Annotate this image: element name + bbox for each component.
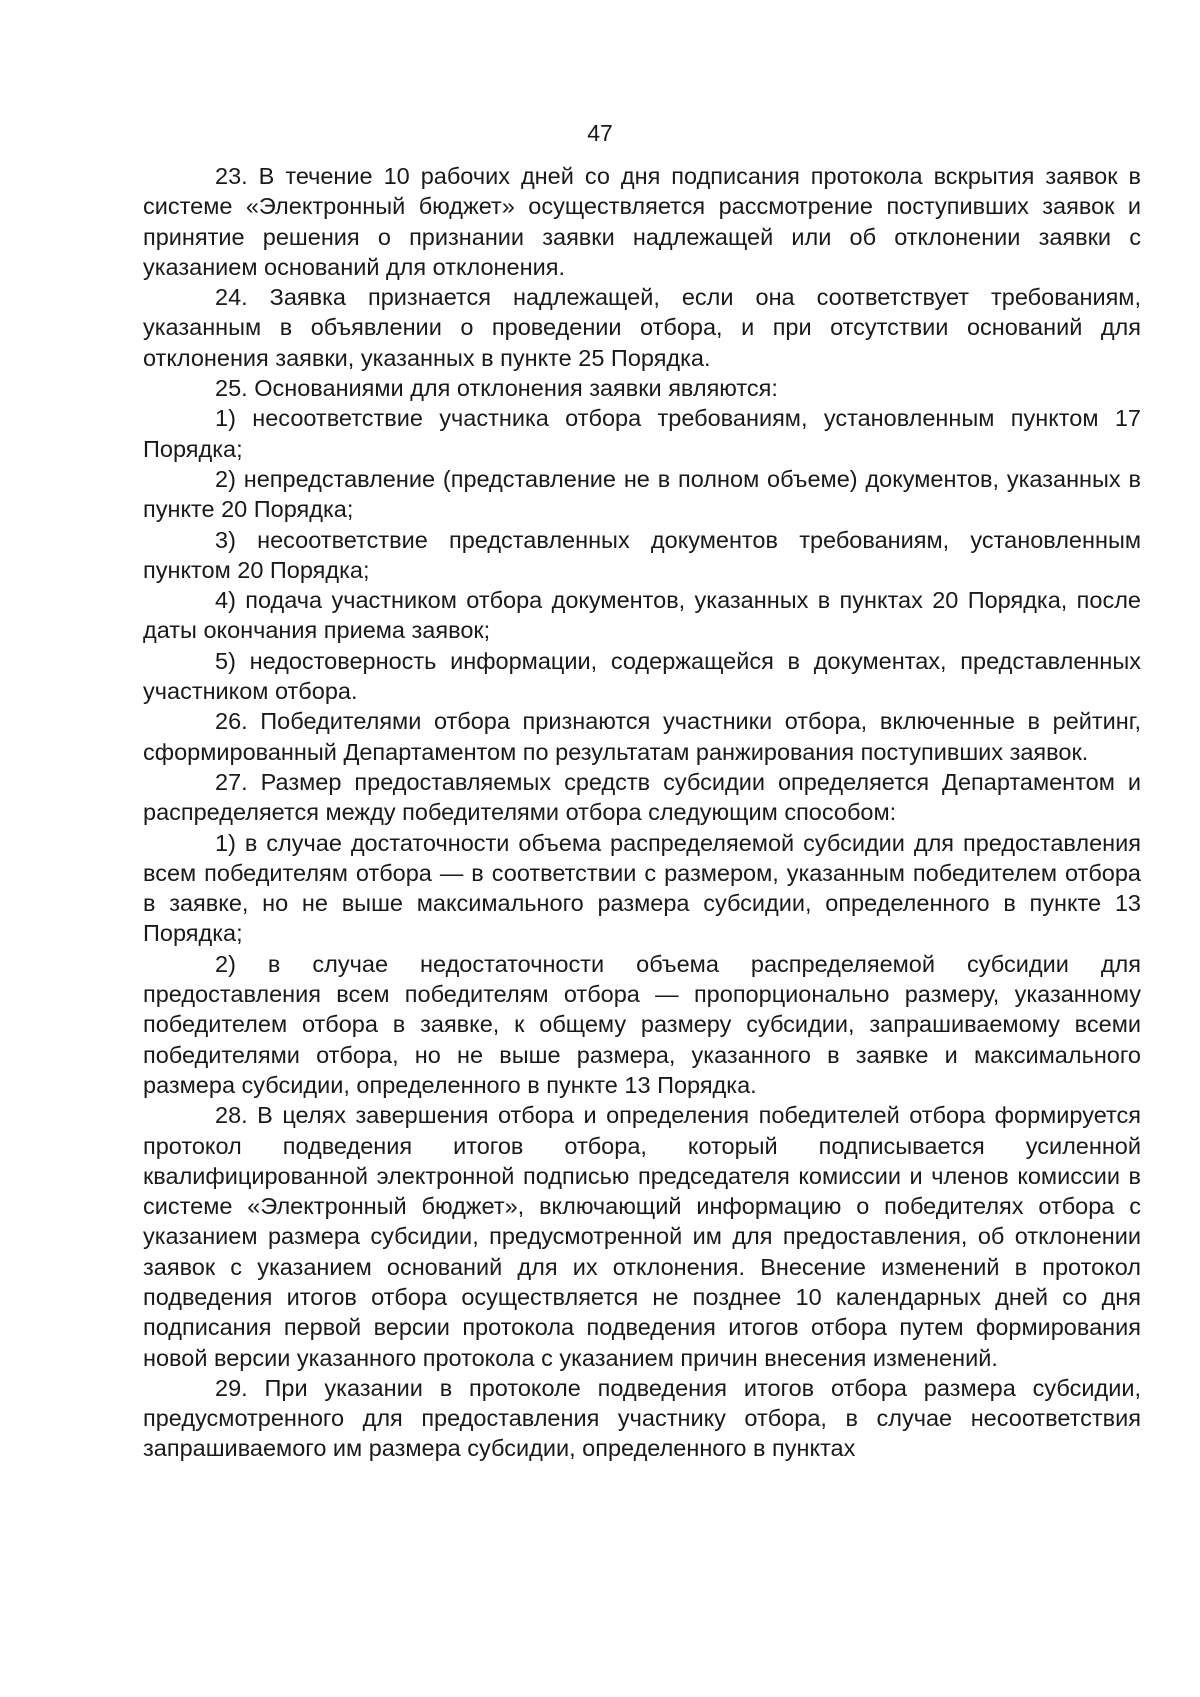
paragraph-23: 23. В течение 10 рабочих дней со дня подписания протокола вскрытия заявок в системе «Электронный бюджет» осуществляется рассмотрение поступивших заявок и принятие решения о признании заявки надлежащей или об отклонении заявки с указанием оснований для отклонения. — [143, 163, 1141, 280]
paragraph-27-item-1: 1) в случае достаточности объема распределяемой субсидии для предоставления всем победителям отбора — в соответствии с размером, указанным победителем отбора в заявке, но не выше максимального размера субсидии, определенного в пункте 13 Порядка; — [143, 829, 1141, 947]
paragraph-24: 24. Заявка признается надлежащей, если она соответствует требованиям, указанным в объявлении о проведении отбора, и при отсутствии оснований для отклонения заявки, указанных в пункте 25 Порядка. — [143, 284, 1141, 371]
paragraph-26: 26. Победителями отбора признаются участники отбора, включенные в рейтинг, сформированный Департаментом по результатам ранжирования поступивших заявок. — [143, 708, 1141, 765]
paragraph-25: 25. Основаниями для отклонения заявки являются: — [215, 375, 778, 402]
paragraph-25-item-2: 2) непредставление (представление не в полном объеме) документов, указанных в пункте 20 Порядка; — [143, 465, 1141, 523]
page-number: 47 — [587, 120, 613, 146]
document-body — [143, 161, 1141, 1464]
paragraph-27-item-2: 2) в случае недостаточности объема распределяемой субсидии для предоставления всем победителям отбора — пропорционально размеру, указанному победителем отбора в заявке, к общему размеру субсидии, запрашиваемому всеми победителями отбора, но не выше размера, указанного в заявке и максимального размера субсидии, определенного в пункте 13 Порядка. — [143, 950, 1141, 1098]
paragraph-29: 29. При указании в протоколе подведения итогов отбора размера субсидии, предусмотренного для предоставления участнику отбора, в случае несоответствия запрашиваемого им размера субсидии, определенного в пунктах — [143, 1374, 1141, 1462]
paragraph-25-item-4: 4) подача участником отбора документов, указанных в пунктах 20 Порядка, после даты окончания приема заявок; — [143, 587, 1141, 644]
paragraph-25-item-1: 1) несоответствие участника отбора требованиям, установленным пунктом 17 Порядка; — [143, 405, 1141, 462]
paragraph-25-item-3: 3) несоответствие представленных документов требованиям, установленным пунктом 20 Порядка; — [143, 526, 1141, 583]
paragraph-28: 28. В целях завершения отбора и определения победителей отбора формируется протокол подведения итогов отбора, который подписывается усиленной квалифицированной электронной подписью председателя комиссии и членов комиссии в системе «Электронный бюджет», включающий информацию о победителях отбора с указанием размера субсидии, предусмотренной им для предоставления, об отклонении заявок с указанием оснований для их отклонения. Внесение изменений в протокол подведения итогов отбора осуществляется не позднее 10 календарных дней со дня подписания первой версии протокола подведения итогов отбора путем формирования новой версии указанного протокола с указанием причин внесения изменений. — [143, 1102, 1141, 1371]
paragraph-27: 27. Размер предоставляемых средств субсидии определяется Департаментом и распределяется между победителями отбора следующим способом: — [143, 768, 1141, 826]
paragraph-25-item-5: 5) недостоверность информации, содержащейся в документах, представленных участником отбора. — [143, 647, 1141, 705]
